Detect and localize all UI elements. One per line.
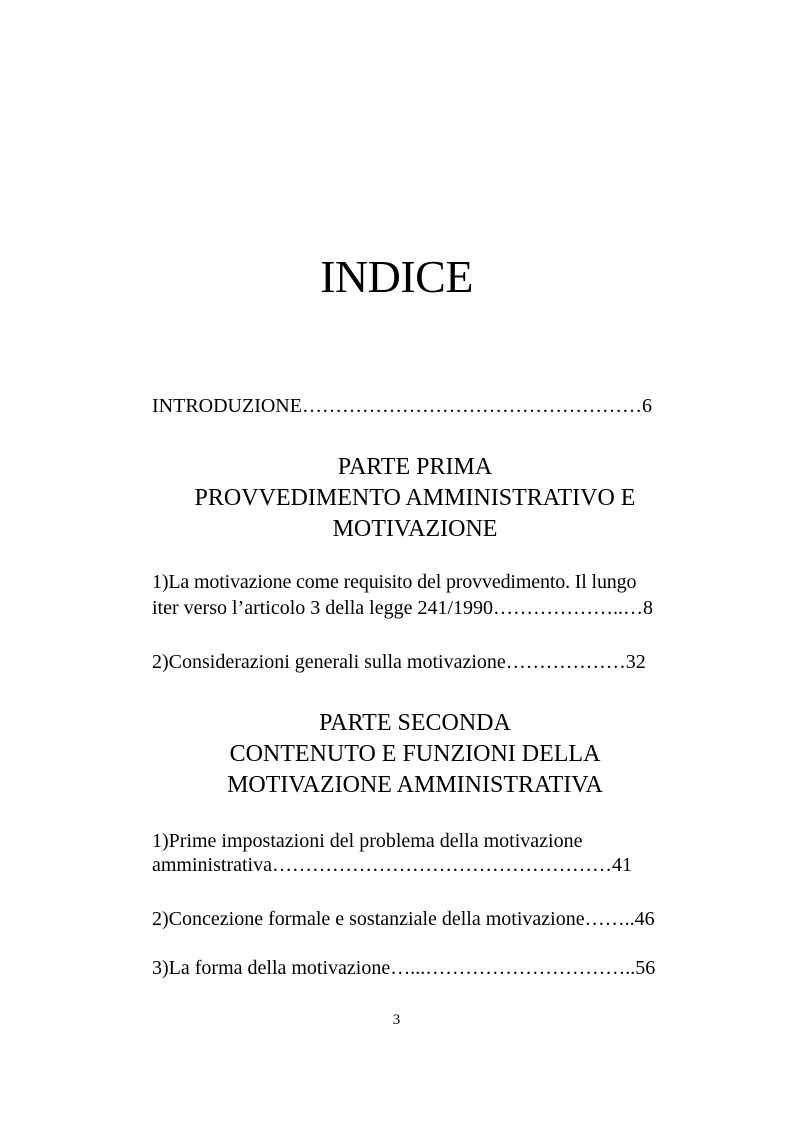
parte-prima-subtitle-line2: MOTIVAZIONE (332, 516, 498, 542)
toc-entry-1-line1: 1)La motivazione come requisito del provvedimento. Il lungo (152, 571, 637, 593)
page-number: 3 (392, 1012, 401, 1028)
toc-entry-1-line2: iter verso l’articolo 3 della legge 241/1990………………..…8 (152, 597, 654, 619)
toc-entry-5: 3)La forma della motivazione…...…………………………..56 (152, 957, 656, 979)
parte-seconda-subtitle-line1: CONTENUTO E FUNZIONI DELLA (229, 741, 601, 767)
toc-entry-2: 2)Considerazioni generali sulla motivazione………………32 (152, 651, 646, 673)
page-title: INDICE (320, 251, 473, 302)
toc-entry-introduzione: INTRODUZIONE……………………………………………6 (152, 395, 652, 417)
parte-prima-heading: PARTE PRIMA (337, 454, 493, 480)
parte-seconda-subtitle-line2: MOTIVAZIONE AMMINISTRATIVA (227, 772, 603, 798)
toc-entry-4: 2)Concezione formale e sostanziale della motivazione……..46 (152, 908, 655, 930)
toc-entry-3-line1: 1)Prime impostazioni del problema della motivazione (152, 830, 583, 852)
parte-seconda-heading: PARTE SECONDA (319, 710, 511, 736)
toc-entry-3-line2: amministrativa……………………………………………41 (152, 854, 632, 876)
parte-prima-subtitle-line1: PROVVEDIMENTO AMMINISTRATIVO E (194, 485, 636, 511)
